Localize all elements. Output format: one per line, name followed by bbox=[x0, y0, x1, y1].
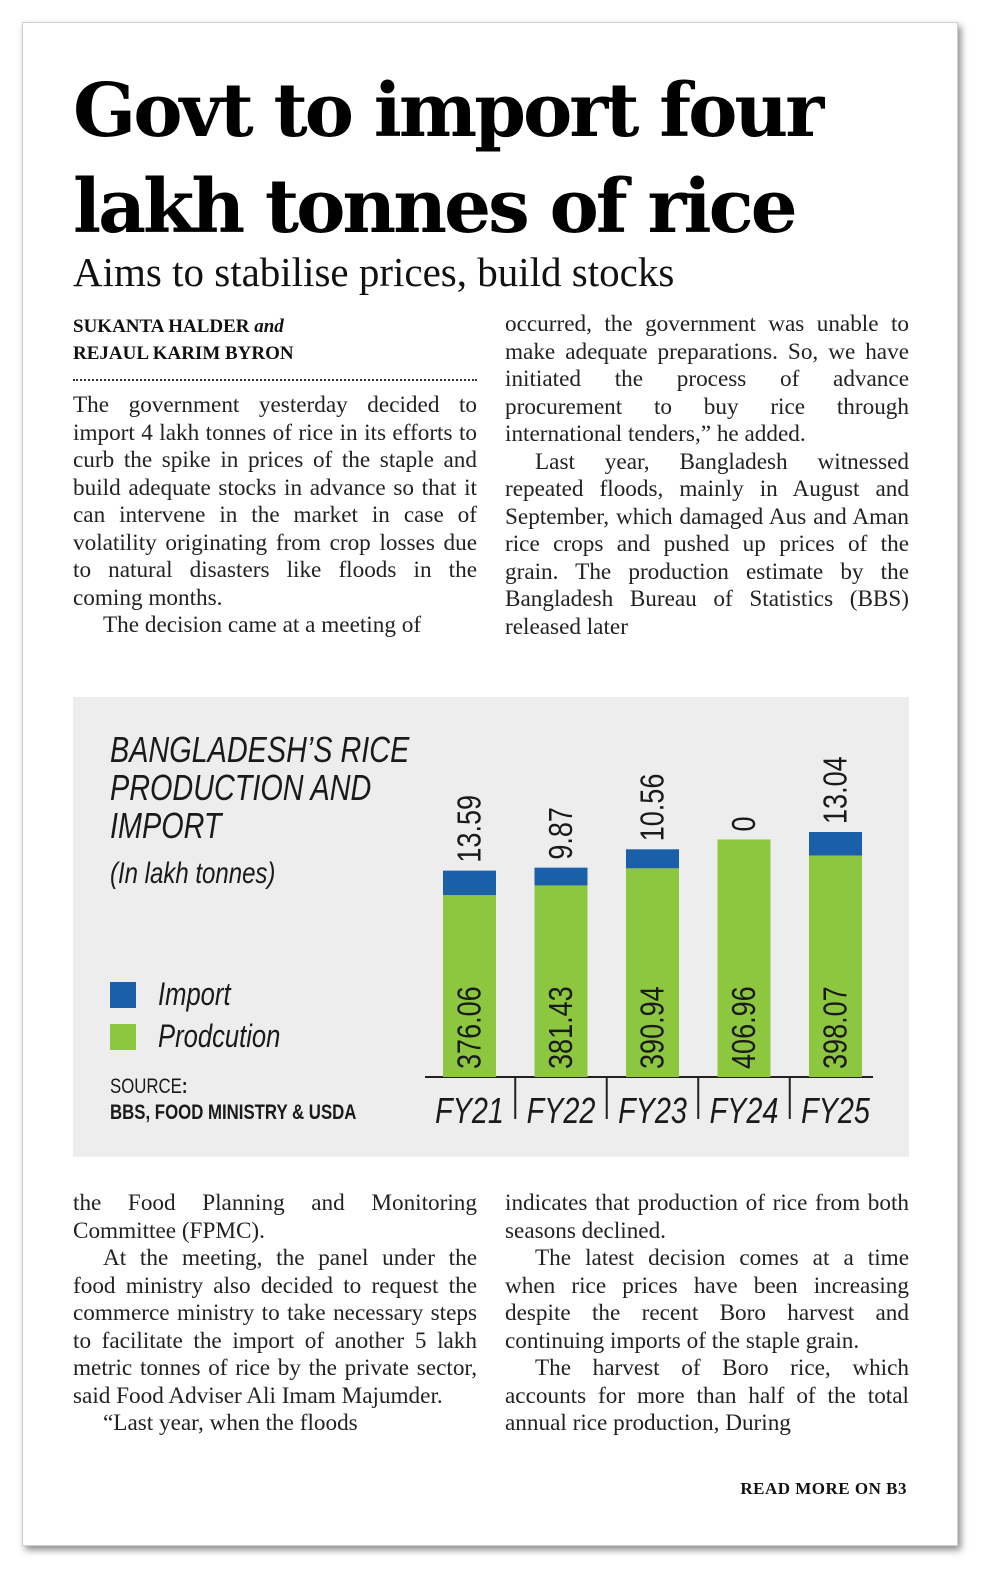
paragraph: “Last year, when the floods bbox=[103, 1410, 358, 1436]
read-more-link[interactable]: READ MORE ON B3 bbox=[740, 1479, 907, 1498]
author-1: SUKANTA HALDER bbox=[73, 316, 250, 337]
paragraph: Last year, Bangladesh witnessed repeated floods, mainly in August and September, which damaged Aus and Aman rice crops and pushed up prices of the grain. The production estimate by the Bangladesh Bureau of Statistics (BBS) released later bbox=[505, 448, 909, 640]
paragraph: occurred, the government was unable to make adequate preparations. So, we have initiated the process of advance procurement to buy rice through international tenders,” he added. bbox=[505, 311, 909, 447]
paragraph: the Food Planning and Monitoring Committee (FPMC). bbox=[73, 1190, 477, 1244]
article-column-2-top bbox=[505, 311, 909, 641]
import-value-label: 13.59 bbox=[452, 794, 489, 863]
chart-title-line: PRODUCTION AND bbox=[110, 767, 372, 808]
source-label-colon: : bbox=[181, 1075, 188, 1098]
import-value-label: 0 bbox=[726, 816, 763, 832]
subhead: Aims to stabilise prices, build stocks bbox=[73, 249, 675, 295]
paragraph: The decision came at a meeting of bbox=[103, 612, 422, 638]
x-tick-label: FY21 bbox=[435, 1089, 504, 1131]
production-value-label: 406.96 bbox=[726, 986, 763, 1069]
newspaper-page bbox=[22, 22, 958, 1546]
import-value-label: 13.04 bbox=[818, 756, 855, 825]
legend-import-label: Import bbox=[158, 976, 231, 1012]
author-2: REJAUL KARIM BYRON bbox=[73, 343, 294, 364]
import-bar bbox=[809, 832, 862, 855]
source-label-text: SOURCE bbox=[110, 1075, 182, 1098]
import-bar bbox=[443, 871, 496, 895]
x-tick-label: FY25 bbox=[801, 1089, 870, 1131]
x-tick-label: FY23 bbox=[618, 1089, 687, 1131]
chart-title-line: BANGLADESH’S RICE bbox=[110, 729, 410, 770]
byline-conjunction: and bbox=[254, 316, 284, 337]
article-column-1-top bbox=[73, 392, 477, 640]
chart-plot bbox=[73, 697, 909, 1157]
article-column-2-bottom bbox=[505, 1190, 909, 1438]
import-value-label: 10.56 bbox=[635, 773, 672, 842]
byline-divider bbox=[73, 379, 477, 381]
production-value-label: 390.94 bbox=[635, 986, 672, 1069]
paragraph: At the meeting, the panel under the food ministry also decided to request the commerce ministry to take necessary steps to facilitate the import of another 5 lakh metric tonnes of rice by the private sector, said Food Adviser Ali Imam Majumder. bbox=[73, 1245, 477, 1409]
import-value-label: 9.87 bbox=[543, 807, 580, 860]
paragraph: The latest decision comes at a time when rice prices have been increasing despite the recent Boro harvest and continuing imports of the staple grain. bbox=[505, 1245, 909, 1354]
headline: Govt to import four lakh tonnes of rice bbox=[73, 68, 822, 250]
chart-source: BBS, FOOD MINISTRY & USDA bbox=[110, 1101, 357, 1124]
article-column-1-bottom bbox=[73, 1190, 477, 1438]
x-tick-label: FY24 bbox=[709, 1089, 779, 1131]
chart-title-line: IMPORT bbox=[110, 805, 222, 846]
paragraph: indicates that production of rice from both seasons declined. bbox=[505, 1190, 909, 1244]
chart-unit-label: (In lakh tonnes) bbox=[110, 857, 276, 890]
import-bar bbox=[626, 849, 679, 868]
byline bbox=[73, 313, 477, 367]
production-value-label: 376.06 bbox=[452, 986, 489, 1069]
import-bar bbox=[535, 868, 588, 886]
legend-production-label: Prodcution bbox=[158, 1018, 281, 1054]
rice-chart bbox=[73, 697, 909, 1157]
production-value-label: 381.43 bbox=[543, 986, 580, 1069]
production-value-label: 398.07 bbox=[818, 986, 855, 1069]
paragraph: The harvest of Boro rice, which accounts for more than half of the total annual rice production, During bbox=[505, 1355, 909, 1436]
x-tick-label: FY22 bbox=[526, 1089, 596, 1131]
paragraph: The government yesterday decided to import 4 lakh tonnes of rice in its efforts to curb the spike in prices of the staple and build adequate stocks in advance so that it can intervene in the market in case of volatility originating from crop losses due to natural disasters like floods in the coming months. bbox=[73, 392, 477, 611]
